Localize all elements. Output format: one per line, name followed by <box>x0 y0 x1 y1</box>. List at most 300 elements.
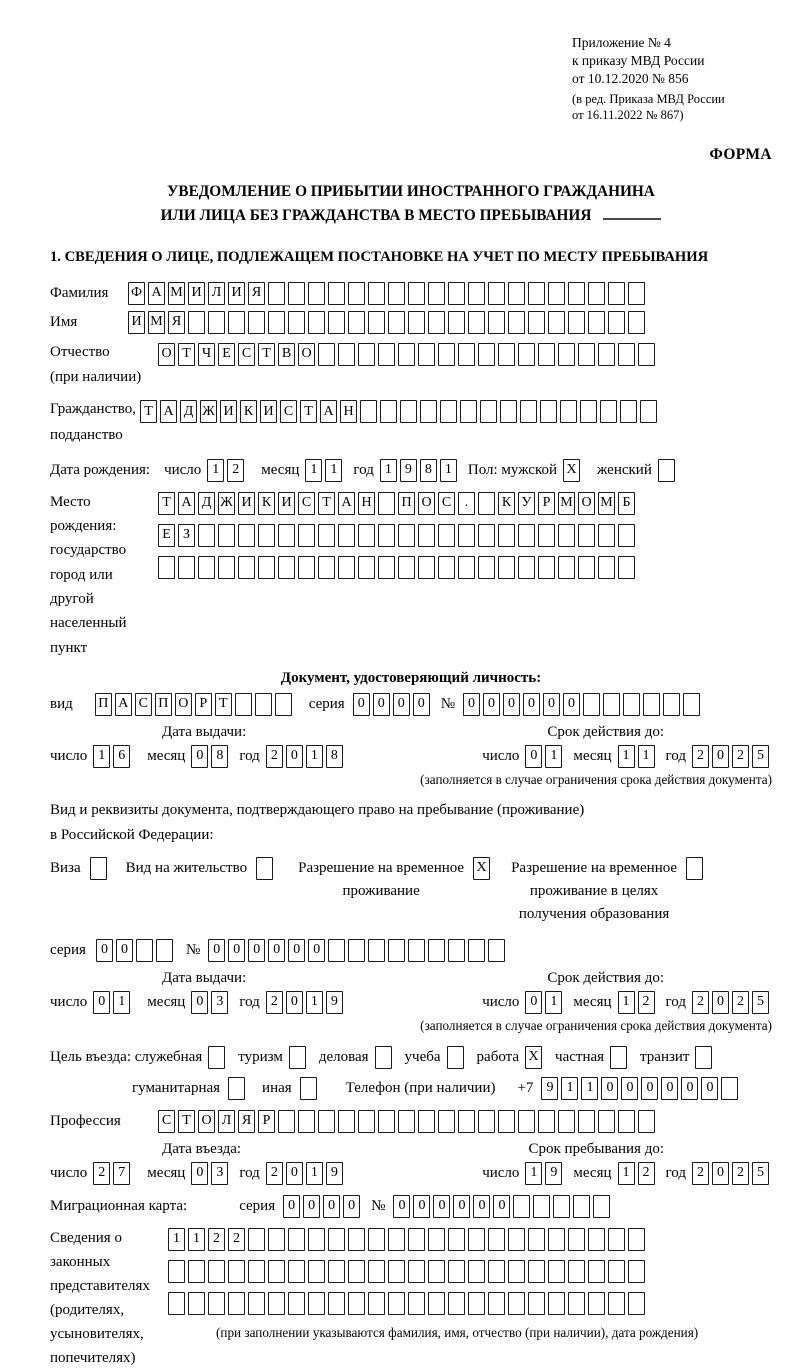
char-cell[interactable]: Ч <box>198 343 215 366</box>
char-cell[interactable]: 0 <box>681 1077 698 1100</box>
char-cell[interactable] <box>598 1110 615 1133</box>
char-cell[interactable]: 0 <box>283 1195 300 1218</box>
char-cell[interactable] <box>308 1292 325 1315</box>
char-cell[interactable] <box>338 524 355 547</box>
char-cell[interactable] <box>588 282 605 305</box>
char-cell[interactable]: 1 <box>545 991 562 1014</box>
char-cell[interactable] <box>328 282 345 305</box>
char-cell[interactable] <box>348 939 365 962</box>
char-cell[interactable] <box>573 1195 590 1218</box>
char-cell[interactable] <box>558 1110 575 1133</box>
char-cell[interactable] <box>478 1110 495 1133</box>
char-cell[interactable]: О <box>158 343 175 366</box>
char-cell[interactable] <box>568 311 585 334</box>
char-cell[interactable]: 1 <box>561 1077 578 1100</box>
char-cell[interactable] <box>628 282 645 305</box>
char-cell[interactable] <box>528 1228 545 1251</box>
char-cell[interactable] <box>368 1292 385 1315</box>
char-cell[interactable] <box>558 556 575 579</box>
char-cell[interactable]: Я <box>168 311 185 334</box>
char-cell[interactable] <box>488 939 505 962</box>
char-cell[interactable] <box>628 1228 645 1251</box>
char-cell[interactable] <box>518 343 535 366</box>
char-cell[interactable]: А <box>320 400 337 423</box>
char-cell[interactable] <box>378 343 395 366</box>
char-cell[interactable]: 0 <box>463 693 480 716</box>
char-cell[interactable] <box>458 1110 475 1133</box>
char-cell[interactable]: С <box>158 1110 175 1133</box>
char-cell[interactable] <box>368 1228 385 1251</box>
char-cell[interactable]: М <box>558 492 575 515</box>
char-cell[interactable] <box>578 556 595 579</box>
char-cell[interactable] <box>278 524 295 547</box>
char-cell[interactable] <box>548 1228 565 1251</box>
char-cell[interactable]: И <box>278 492 295 515</box>
char-cell[interactable] <box>448 1228 465 1251</box>
char-cell[interactable] <box>418 556 435 579</box>
char-cell[interactable]: 2 <box>638 991 655 1014</box>
char-cell[interactable] <box>300 1077 317 1100</box>
char-cell[interactable] <box>438 1110 455 1133</box>
char-cell[interactable] <box>278 1110 295 1133</box>
char-cell[interactable] <box>583 693 600 716</box>
char-cell[interactable] <box>188 311 205 334</box>
char-cell[interactable] <box>528 282 545 305</box>
char-cell[interactable]: И <box>228 282 245 305</box>
char-cell[interactable]: А <box>115 693 132 716</box>
char-cell[interactable] <box>178 556 195 579</box>
char-cell[interactable]: Т <box>140 400 157 423</box>
char-cell[interactable] <box>458 524 475 547</box>
char-cell[interactable]: С <box>438 492 455 515</box>
char-cell[interactable] <box>388 1292 405 1315</box>
char-cell[interactable] <box>208 1260 225 1283</box>
char-cell[interactable] <box>608 1228 625 1251</box>
char-cell[interactable] <box>468 1292 485 1315</box>
char-cell[interactable] <box>478 343 495 366</box>
char-cell[interactable] <box>228 311 245 334</box>
char-cell[interactable] <box>256 857 273 880</box>
char-cell[interactable]: А <box>338 492 355 515</box>
char-cell[interactable] <box>388 311 405 334</box>
char-cell[interactable] <box>588 1292 605 1315</box>
char-cell[interactable] <box>428 1228 445 1251</box>
char-cell[interactable] <box>288 1260 305 1283</box>
char-cell[interactable] <box>538 524 555 547</box>
char-cell[interactable] <box>298 556 315 579</box>
char-cell[interactable] <box>388 939 405 962</box>
char-cell[interactable]: Т <box>158 492 175 515</box>
char-cell[interactable] <box>348 1292 365 1315</box>
char-cell[interactable] <box>328 1292 345 1315</box>
char-cell[interactable]: 0 <box>286 745 303 768</box>
char-cell[interactable] <box>338 556 355 579</box>
char-cell[interactable] <box>388 1228 405 1251</box>
char-cell[interactable]: 0 <box>191 991 208 1014</box>
char-cell[interactable]: 0 <box>93 991 110 1014</box>
char-cell[interactable] <box>278 556 295 579</box>
char-cell[interactable] <box>686 857 703 880</box>
char-cell[interactable]: 0 <box>563 693 580 716</box>
char-cell[interactable] <box>538 343 555 366</box>
char-cell[interactable] <box>498 556 515 579</box>
char-cell[interactable] <box>618 524 635 547</box>
char-cell[interactable]: 0 <box>483 693 500 716</box>
char-cell[interactable]: 0 <box>393 693 410 716</box>
char-cell[interactable]: К <box>240 400 257 423</box>
char-cell[interactable]: 1 <box>306 745 323 768</box>
char-cell[interactable] <box>388 282 405 305</box>
char-cell[interactable] <box>375 1046 392 1069</box>
char-cell[interactable] <box>498 343 515 366</box>
char-cell[interactable] <box>255 693 272 716</box>
char-cell[interactable]: 6 <box>113 745 130 768</box>
char-cell[interactable] <box>358 556 375 579</box>
char-cell[interactable] <box>663 693 680 716</box>
char-cell[interactable] <box>235 693 252 716</box>
char-cell[interactable] <box>218 524 235 547</box>
char-cell[interactable]: И <box>128 311 145 334</box>
char-cell[interactable] <box>288 311 305 334</box>
char-cell[interactable] <box>268 1292 285 1315</box>
char-cell[interactable] <box>188 1260 205 1283</box>
char-cell[interactable] <box>528 311 545 334</box>
char-cell[interactable]: Ж <box>200 400 217 423</box>
char-cell[interactable] <box>408 1292 425 1315</box>
char-cell[interactable] <box>158 556 175 579</box>
char-cell[interactable] <box>568 282 585 305</box>
char-cell[interactable] <box>548 1292 565 1315</box>
char-cell[interactable]: 8 <box>326 745 343 768</box>
char-cell[interactable]: 0 <box>303 1195 320 1218</box>
char-cell[interactable] <box>488 282 505 305</box>
char-cell[interactable]: 9 <box>545 1162 562 1185</box>
char-cell[interactable] <box>658 459 675 482</box>
char-cell[interactable] <box>578 343 595 366</box>
char-cell[interactable] <box>368 1260 385 1283</box>
char-cell[interactable]: . <box>458 492 475 515</box>
char-cell[interactable] <box>348 1260 365 1283</box>
char-cell[interactable]: 5 <box>752 1162 769 1185</box>
char-cell[interactable] <box>638 1110 655 1133</box>
char-cell[interactable] <box>398 1110 415 1133</box>
char-cell[interactable]: О <box>298 343 315 366</box>
char-cell[interactable]: 8 <box>211 745 228 768</box>
char-cell[interactable]: 3 <box>211 991 228 1014</box>
char-cell[interactable] <box>378 1110 395 1133</box>
char-cell[interactable]: 1 <box>93 745 110 768</box>
char-cell[interactable] <box>488 1292 505 1315</box>
char-cell[interactable]: 0 <box>601 1077 618 1100</box>
char-cell[interactable]: 0 <box>621 1077 638 1100</box>
char-cell[interactable] <box>438 556 455 579</box>
char-cell[interactable]: 0 <box>248 939 265 962</box>
char-cell[interactable] <box>448 1260 465 1283</box>
char-cell[interactable] <box>540 400 557 423</box>
char-cell[interactable]: 0 <box>712 745 729 768</box>
char-cell[interactable] <box>695 1046 712 1069</box>
char-cell[interactable]: 0 <box>208 939 225 962</box>
char-cell[interactable]: 2 <box>266 745 283 768</box>
char-cell[interactable] <box>478 524 495 547</box>
char-cell[interactable] <box>156 939 173 962</box>
char-cell[interactable]: 0 <box>433 1195 450 1218</box>
char-cell[interactable]: 2 <box>228 1228 245 1251</box>
char-cell[interactable]: 2 <box>692 991 709 1014</box>
char-cell[interactable] <box>628 311 645 334</box>
char-cell[interactable]: 2 <box>208 1228 225 1251</box>
char-cell[interactable] <box>136 939 153 962</box>
char-cell[interactable] <box>358 343 375 366</box>
char-cell[interactable] <box>448 282 465 305</box>
char-cell[interactable] <box>348 282 365 305</box>
char-cell[interactable] <box>438 524 455 547</box>
char-cell[interactable] <box>308 1260 325 1283</box>
char-cell[interactable]: 0 <box>286 1162 303 1185</box>
char-cell[interactable] <box>448 1292 465 1315</box>
char-cell[interactable] <box>548 311 565 334</box>
char-cell[interactable]: 0 <box>191 745 208 768</box>
char-cell[interactable] <box>388 1260 405 1283</box>
char-cell[interactable]: 1 <box>168 1228 185 1251</box>
char-cell[interactable]: 0 <box>116 939 133 962</box>
char-cell[interactable]: А <box>160 400 177 423</box>
char-cell[interactable] <box>640 400 657 423</box>
char-cell[interactable] <box>308 311 325 334</box>
char-cell[interactable]: К <box>498 492 515 515</box>
char-cell[interactable]: Я <box>238 1110 255 1133</box>
char-cell[interactable]: 2 <box>266 991 283 1014</box>
char-cell[interactable]: 0 <box>96 939 113 962</box>
char-cell[interactable] <box>418 1110 435 1133</box>
char-cell[interactable] <box>643 693 660 716</box>
char-cell[interactable]: М <box>168 282 185 305</box>
char-cell[interactable] <box>358 524 375 547</box>
char-cell[interactable]: М <box>148 311 165 334</box>
char-cell[interactable] <box>318 343 335 366</box>
char-cell[interactable] <box>360 400 377 423</box>
char-cell[interactable] <box>248 1292 265 1315</box>
char-cell[interactable] <box>623 693 640 716</box>
char-cell[interactable]: 1 <box>207 459 224 482</box>
char-cell[interactable]: Н <box>340 400 357 423</box>
char-cell[interactable] <box>568 1292 585 1315</box>
char-cell[interactable] <box>398 556 415 579</box>
char-cell[interactable]: 1 <box>113 991 130 1014</box>
char-cell[interactable] <box>90 857 107 880</box>
char-cell[interactable]: 0 <box>525 745 542 768</box>
char-cell[interactable] <box>588 311 605 334</box>
char-cell[interactable] <box>288 282 305 305</box>
char-cell[interactable] <box>588 1260 605 1283</box>
char-cell[interactable] <box>328 939 345 962</box>
char-cell[interactable]: 0 <box>353 693 370 716</box>
char-cell[interactable] <box>318 524 335 547</box>
char-cell[interactable] <box>568 1260 585 1283</box>
char-cell[interactable]: И <box>238 492 255 515</box>
char-cell[interactable]: О <box>578 492 595 515</box>
char-cell[interactable] <box>468 939 485 962</box>
char-cell[interactable] <box>538 1110 555 1133</box>
char-cell[interactable] <box>558 343 575 366</box>
char-cell[interactable] <box>548 1260 565 1283</box>
char-cell[interactable]: 2 <box>692 745 709 768</box>
char-cell[interactable] <box>298 1110 315 1133</box>
char-cell[interactable]: 1 <box>525 1162 542 1185</box>
char-cell[interactable] <box>428 311 445 334</box>
char-cell[interactable]: 1 <box>380 459 397 482</box>
char-cell[interactable]: 3 <box>211 1162 228 1185</box>
char-cell[interactable]: 9 <box>326 1162 343 1185</box>
char-cell[interactable]: Ф <box>128 282 145 305</box>
char-cell[interactable] <box>508 282 525 305</box>
char-cell[interactable]: С <box>298 492 315 515</box>
char-cell[interactable]: 0 <box>525 991 542 1014</box>
char-cell[interactable] <box>268 311 285 334</box>
char-cell[interactable]: Т <box>178 343 195 366</box>
char-cell[interactable]: 1 <box>305 459 322 482</box>
char-cell[interactable]: 0 <box>323 1195 340 1218</box>
char-cell[interactable]: 1 <box>638 745 655 768</box>
char-cell[interactable] <box>500 400 517 423</box>
char-cell[interactable] <box>428 1260 445 1283</box>
char-cell[interactable] <box>588 1228 605 1251</box>
char-cell[interactable]: С <box>135 693 152 716</box>
char-cell[interactable] <box>518 556 535 579</box>
char-cell[interactable]: И <box>260 400 277 423</box>
char-cell[interactable] <box>318 556 335 579</box>
char-cell[interactable]: 2 <box>638 1162 655 1185</box>
char-cell[interactable] <box>480 400 497 423</box>
char-cell[interactable]: И <box>220 400 237 423</box>
char-cell[interactable] <box>560 400 577 423</box>
char-cell[interactable]: 0 <box>413 693 430 716</box>
char-cell[interactable] <box>308 282 325 305</box>
char-cell[interactable] <box>378 492 395 515</box>
char-cell[interactable] <box>508 311 525 334</box>
char-cell[interactable]: Ж <box>218 492 235 515</box>
char-cell[interactable] <box>488 1260 505 1283</box>
char-cell[interactable] <box>498 524 515 547</box>
char-cell[interactable] <box>448 311 465 334</box>
char-cell[interactable] <box>275 693 292 716</box>
char-cell[interactable] <box>418 524 435 547</box>
char-cell[interactable]: 1 <box>618 1162 635 1185</box>
char-cell[interactable]: 0 <box>712 991 729 1014</box>
char-cell[interactable]: Р <box>258 1110 275 1133</box>
char-cell[interactable] <box>548 282 565 305</box>
char-cell[interactable] <box>288 1292 305 1315</box>
char-cell[interactable] <box>348 311 365 334</box>
char-cell[interactable]: М <box>598 492 615 515</box>
char-cell[interactable]: X <box>473 857 490 880</box>
char-cell[interactable]: 1 <box>306 1162 323 1185</box>
char-cell[interactable]: Е <box>218 343 235 366</box>
char-cell[interactable] <box>218 556 235 579</box>
char-cell[interactable] <box>518 524 535 547</box>
char-cell[interactable]: Т <box>300 400 317 423</box>
char-cell[interactable]: Л <box>218 1110 235 1133</box>
char-cell[interactable]: Я <box>248 282 265 305</box>
char-cell[interactable]: 2 <box>93 1162 110 1185</box>
char-cell[interactable] <box>578 524 595 547</box>
char-cell[interactable] <box>380 400 397 423</box>
char-cell[interactable] <box>628 1292 645 1315</box>
char-cell[interactable] <box>620 400 637 423</box>
char-cell[interactable] <box>328 1228 345 1251</box>
char-cell[interactable] <box>378 556 395 579</box>
char-cell[interactable] <box>460 400 477 423</box>
char-cell[interactable] <box>168 1260 185 1283</box>
char-cell[interactable]: 0 <box>373 693 390 716</box>
char-cell[interactable]: X <box>563 459 580 482</box>
char-cell[interactable] <box>508 1228 525 1251</box>
char-cell[interactable] <box>498 1110 515 1133</box>
char-cell[interactable]: Е <box>158 524 175 547</box>
char-cell[interactable] <box>628 1260 645 1283</box>
char-cell[interactable] <box>568 1228 585 1251</box>
char-cell[interactable]: 0 <box>228 939 245 962</box>
char-cell[interactable] <box>228 1292 245 1315</box>
char-cell[interactable]: П <box>155 693 172 716</box>
char-cell[interactable] <box>578 1110 595 1133</box>
char-cell[interactable]: 1 <box>440 459 457 482</box>
char-cell[interactable] <box>408 939 425 962</box>
char-cell[interactable] <box>608 1260 625 1283</box>
char-cell[interactable]: X <box>525 1046 542 1069</box>
char-cell[interactable] <box>488 311 505 334</box>
char-cell[interactable] <box>248 1260 265 1283</box>
char-cell[interactable]: 1 <box>618 991 635 1014</box>
char-cell[interactable] <box>328 1260 345 1283</box>
char-cell[interactable] <box>598 343 615 366</box>
char-cell[interactable] <box>593 1195 610 1218</box>
char-cell[interactable]: 2 <box>266 1162 283 1185</box>
char-cell[interactable] <box>513 1195 530 1218</box>
char-cell[interactable]: 0 <box>661 1077 678 1100</box>
char-cell[interactable]: 0 <box>641 1077 658 1100</box>
char-cell[interactable]: 8 <box>420 459 437 482</box>
char-cell[interactable]: Т <box>318 492 335 515</box>
char-cell[interactable]: 0 <box>701 1077 718 1100</box>
char-cell[interactable] <box>188 1292 205 1315</box>
char-cell[interactable] <box>448 939 465 962</box>
char-cell[interactable] <box>298 524 315 547</box>
char-cell[interactable] <box>348 1228 365 1251</box>
char-cell[interactable] <box>488 1228 505 1251</box>
char-cell[interactable]: С <box>280 400 297 423</box>
char-cell[interactable] <box>228 1260 245 1283</box>
char-cell[interactable] <box>368 939 385 962</box>
char-cell[interactable] <box>248 1228 265 1251</box>
char-cell[interactable]: 9 <box>326 991 343 1014</box>
char-cell[interactable] <box>258 524 275 547</box>
char-cell[interactable] <box>520 400 537 423</box>
char-cell[interactable] <box>458 556 475 579</box>
char-cell[interactable]: О <box>418 492 435 515</box>
char-cell[interactable] <box>208 311 225 334</box>
char-cell[interactable] <box>438 343 455 366</box>
char-cell[interactable]: 5 <box>752 991 769 1014</box>
char-cell[interactable] <box>398 343 415 366</box>
char-cell[interactable]: 1 <box>325 459 342 482</box>
char-cell[interactable] <box>468 1228 485 1251</box>
char-cell[interactable]: 0 <box>308 939 325 962</box>
char-cell[interactable] <box>528 1260 545 1283</box>
char-cell[interactable]: Л <box>208 282 225 305</box>
char-cell[interactable]: 1 <box>618 745 635 768</box>
char-cell[interactable] <box>198 556 215 579</box>
